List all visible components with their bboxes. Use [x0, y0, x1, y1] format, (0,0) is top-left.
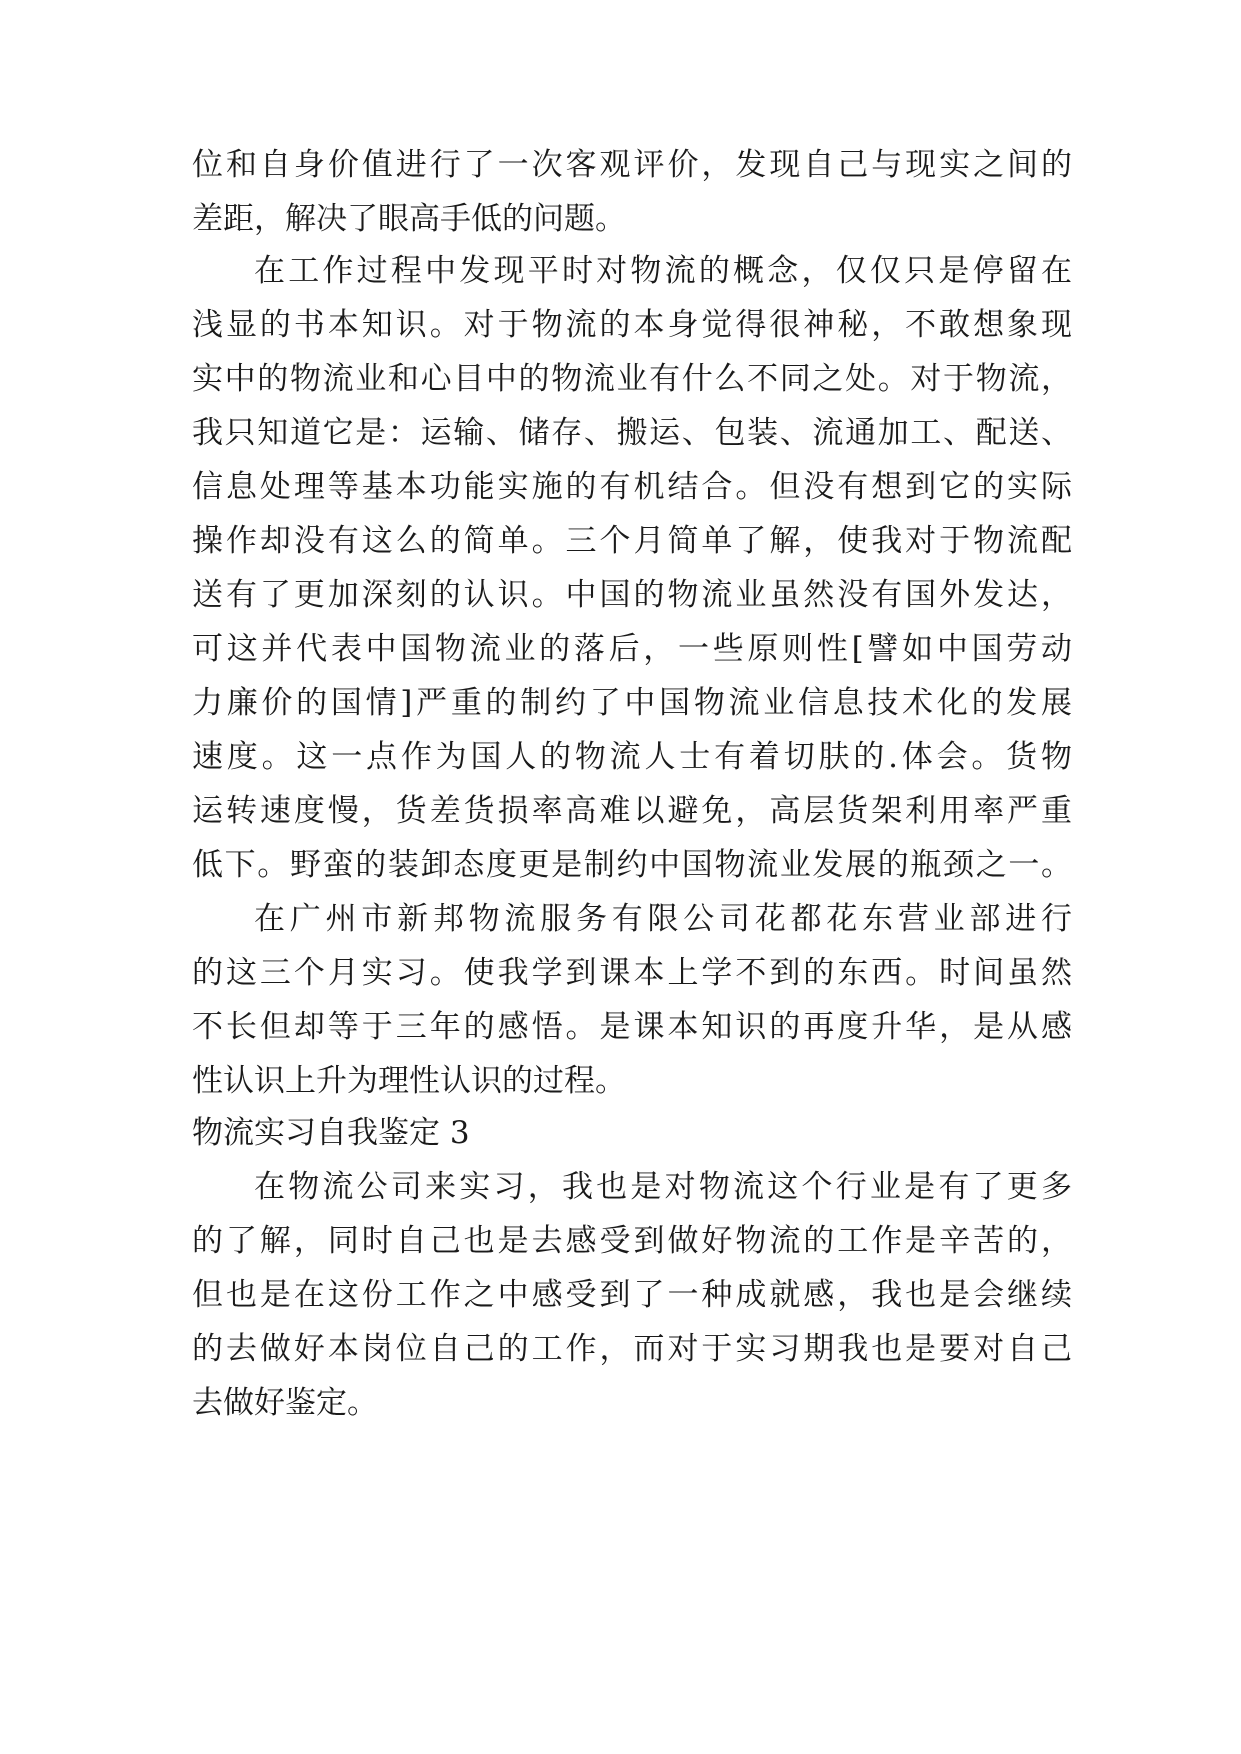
paragraph-line: 可这并代表中国物流业的落后，一些原则性[譬如中国劳动 — [192, 631, 1072, 667]
paragraph-line: 的这三个月实习。使我学到课本上学不到的东西。时间虽然 — [192, 955, 1072, 991]
paragraph-line: 在广州市新邦物流服务有限公司花都花东营业部进行 — [254, 901, 1072, 937]
paragraph-line: 运转速度慢，货差货损率高难以避免，高层货架利用率严重 — [192, 793, 1072, 829]
paragraph-line: 信息处理等基本功能实施的有机结合。但没有想到它的实际 — [192, 469, 1072, 505]
section-heading: 物流实习自我鉴定 3 — [192, 1115, 470, 1151]
paragraph-line: 低下。野蛮的装卸态度更是制约中国物流业发展的瓶颈之一。 — [192, 847, 1072, 883]
paragraph-line: 位和自身价值进行了一次客观评价，发现自己与现实之间的 — [192, 147, 1072, 183]
paragraph-line: 浅显的书本知识。对于物流的本身觉得很神秘，不敢想象现 — [192, 307, 1072, 343]
paragraph-line: 在物流公司来实习，我也是对物流这个行业是有了更多 — [254, 1169, 1072, 1205]
paragraph-line: 速度。这一点作为国人的物流人士有着切肤的.体会。货物 — [192, 739, 1072, 775]
paragraph-line: 力廉价的国情]严重的制约了中国物流业信息技术化的发展 — [192, 685, 1072, 721]
paragraph-line: 实中的物流业和心目中的物流业有什么不同之处。对于物流， — [192, 361, 1072, 397]
paragraph-line: 的了解，同时自己也是去感受到做好物流的工作是辛苦的， — [192, 1223, 1072, 1259]
paragraph-line: 操作却没有这么的简单。三个月简单了解，使我对于物流配 — [192, 523, 1072, 559]
paragraph-line: 性认识上升为理性认识的过程。 — [192, 1063, 626, 1099]
paragraph-line: 不长但却等于三年的感悟。是课本知识的再度升华，是从感 — [192, 1009, 1072, 1045]
paragraph-line: 在工作过程中发现平时对物流的概念，仅仅只是停留在 — [254, 253, 1072, 289]
paragraph-line: 但也是在这份工作之中感受到了一种成就感，我也是会继续 — [192, 1277, 1072, 1313]
paragraph-line: 差距，解决了眼高手低的问题。 — [192, 201, 626, 237]
paragraph-line: 我只知道它是：运输、储存、搬运、包装、流通加工、配送、 — [192, 415, 1072, 451]
paragraph-line: 去做好鉴定。 — [192, 1385, 378, 1421]
paragraph-line: 的去做好本岗位自己的工作，而对于实习期我也是要对自己 — [192, 1331, 1072, 1367]
paragraph-line: 送有了更加深刻的认识。中国的物流业虽然没有国外发达， — [192, 577, 1072, 613]
